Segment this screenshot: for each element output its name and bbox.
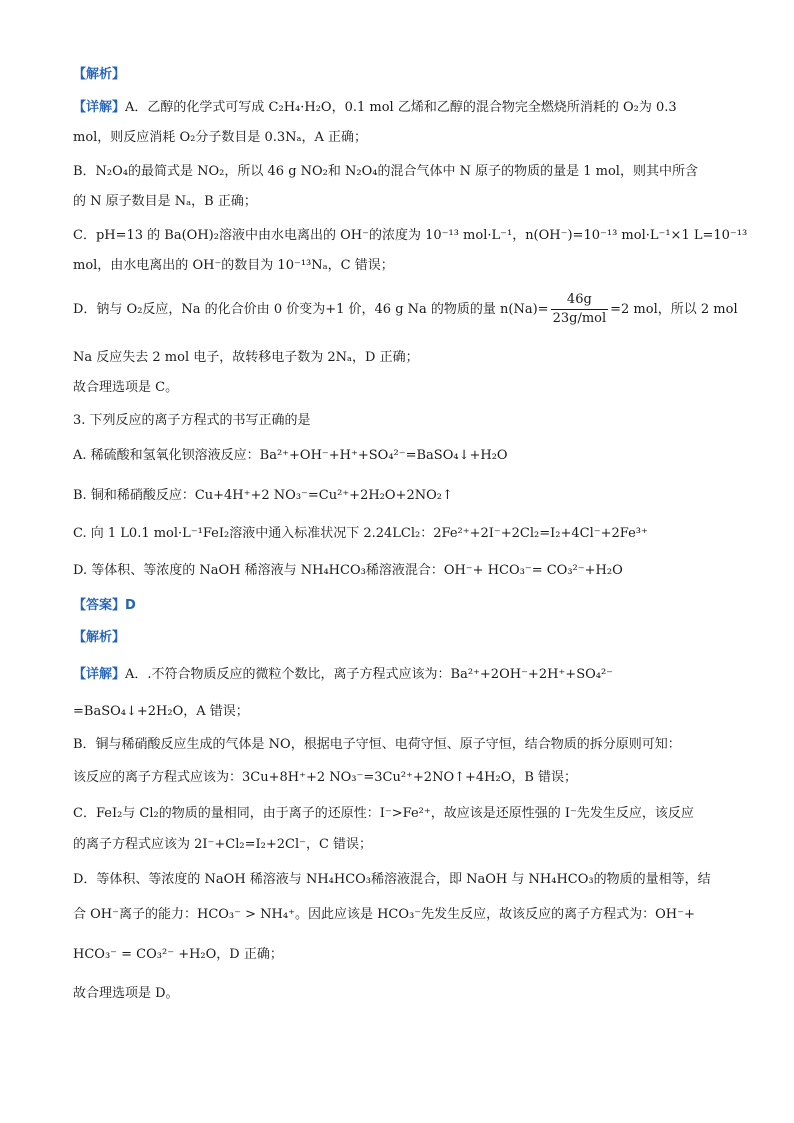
detail2-line-b2: 该反应的离子方程式应该为：3Cu+8H⁺+2 NO₃⁻=3Cu²⁺+2NO↑+4H₂O，B 错误； xyxy=(73,770,578,785)
question-3-stem: 3. 下列反应的离子方程式的书写正确的是 xyxy=(73,413,311,428)
option-c: C. 向 1 L0.1 mol·L⁻¹FeI₂溶液中通入标准状况下 2.24LCl₂：2Fe²⁺+2I⁻+2Cl₂=I₂+4Cl⁻+2Fe³⁺ xyxy=(73,526,648,541)
detail-line-c2: mol，由水电离出的 OH⁻的数目为 10⁻¹³Nₐ，C 错误； xyxy=(73,258,394,273)
detail2-line-a1 xyxy=(73,666,723,684)
detail-line-a1 xyxy=(73,99,723,117)
fraction-denominator: 23g/mol xyxy=(552,311,607,326)
detail-tag-1: 【详解】 xyxy=(73,100,126,115)
detail-line-c1: C．pH=13 的 Ba(OH)₂溶液中由水电离出的 OH⁻的浓度为 10⁻¹³ mol·L⁻¹，n(OH⁻)=10⁻¹³ mol·L⁻¹×1 L=10⁻¹³ xyxy=(73,228,748,243)
detail-line-b2: 的 N 原子数目是 Nₐ，B 正确； xyxy=(73,194,257,209)
fraction-numerator: 46g xyxy=(551,291,609,310)
conclusion-2: 故合理选项是 D。 xyxy=(73,986,179,1001)
detail-line-b1: B．N₂O₄的最简式是 NO₂，所以 46 g NO₂和 N₂O₄的混合气体中 N 原子的物质的量是 1 mol，则其中所含 xyxy=(73,164,698,179)
analysis-heading-2: 【解析】 xyxy=(73,630,126,645)
detail2-text-a1: A．.不符合物质反应的微粒个数比，离子方程式应该为：Ba²⁺+2OH⁻+2H⁺+SO₄²⁻ xyxy=(125,667,614,682)
detail2-line-c2: 的离子方程式应该为 2I⁻+Cl₂=I₂+2Cl⁻，C 错误； xyxy=(73,837,373,852)
analysis-heading-1: 【解析】 xyxy=(73,67,126,82)
answer-line: 【答案】D xyxy=(73,598,136,613)
detail-text-a1: A．乙醇的化学式可写成 C₂H₄·H₂O，0.1 mol 乙烯和乙醇的混合物完全燃烧所消耗的 O₂为 0.3 xyxy=(125,100,677,115)
detail2-line-d3: HCO₃⁻ = CO₃²⁻ +H₂O，D 正确； xyxy=(73,947,283,962)
detail-line-d2: Na 反应失去 2 mol 电子，故转移电子数为 2Nₐ，D 正确； xyxy=(73,350,419,365)
detail2-line-c1: C．FeI₂与 Cl₂的物质的量相同，由于离子的还原性：I⁻>Fe²⁺，故应该是还原性强的 I⁻先发生反应，该反应 xyxy=(73,806,694,821)
detail2-line-b1: B．铜与稀硝酸反应生成的气体是 NO，根据电子守恒、电荷守恒、原子守恒，结合物质的拆分原则可知： xyxy=(73,737,681,752)
detail2-line-d2: 合 OH⁻离子的能力：HCO₃⁻ > NH₄⁺。因此应该是 HCO₃⁻先发生反应，故该反应的离子方程式为：OH⁻+ xyxy=(73,907,695,922)
fraction xyxy=(551,291,609,328)
detail2-line-a2: =BaSO₄↓+2H₂O，A 错误； xyxy=(73,704,249,719)
detail2-line-d1: D．等体积、等浓度的 NaOH 稀溶液与 NH₄HCO₃稀溶液混合，即 NaOH 与 NH₄HCO₃的物质的量相等，结 xyxy=(73,872,711,887)
detail-text-d1a: D．钠与 O₂反应，Na 的化合价由 0 价变为+1 价，46 g Na 的物质的量 n(Na)= xyxy=(73,302,549,317)
detail-line-d1 xyxy=(73,290,738,330)
detail-tag-2: 【详解】 xyxy=(73,667,126,682)
detail-text-d1b: =2 mol，所以 2 mol xyxy=(610,302,738,317)
detail-line-a2: mol，则反应消耗 O₂分子数目是 0.3Nₐ，A 正确； xyxy=(73,130,368,145)
option-b: B. 铜和稀硝酸反应：Cu+4H⁺+2 NO₃⁻=Cu²⁺+2H₂O+2NO₂↑ xyxy=(73,488,453,503)
conclusion-1: 故合理选项是 C。 xyxy=(73,380,179,395)
option-a: A. 稀硫酸和氢氧化钡溶液反应：Ba²⁺+OH⁻+H⁺+SO₄²⁻=BaSO₄↓+H₂O xyxy=(73,448,508,463)
option-d: D. 等体积、等浓度的 NaOH 稀溶液与 NH₄HCO₃稀溶液混合：OH⁻+ HCO₃⁻= CO₃²⁻+H₂O xyxy=(73,563,623,578)
